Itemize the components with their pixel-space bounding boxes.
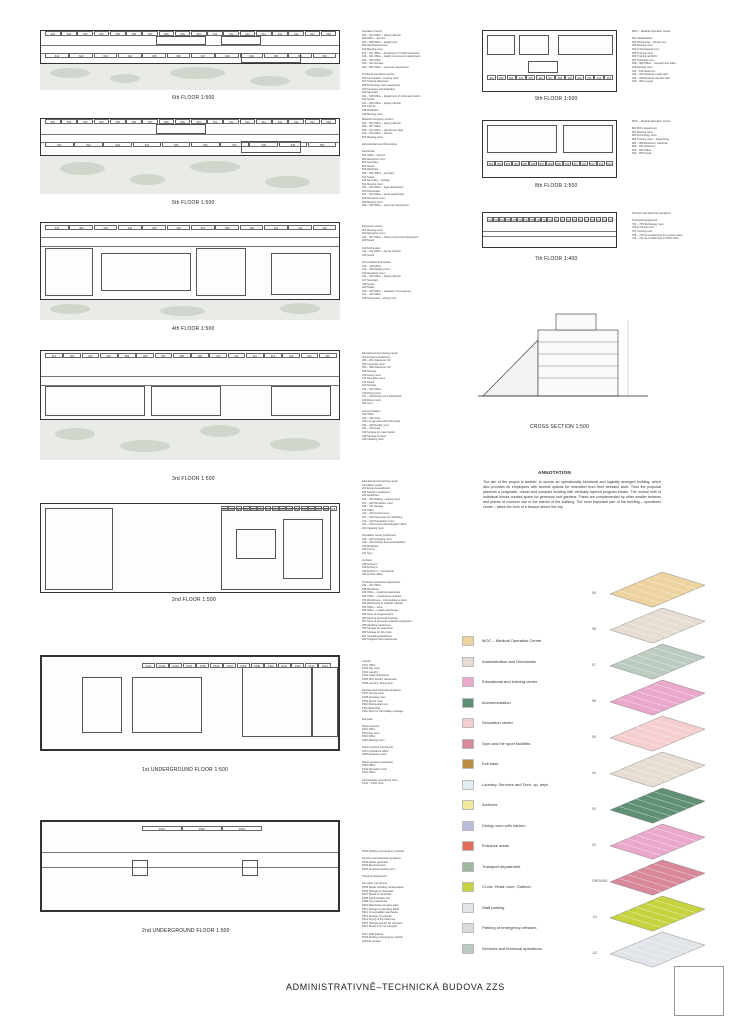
room-tag: 812: [581, 163, 587, 166]
room-tags-7: [487, 217, 614, 222]
legend-3rd: Educational and training center 301 Entrance auditorium 302 – 303 Classroom 30 304 Computer room 305 – 308 Classroom 30 309 Storage 310 Group room 311 Reception room 312 Snack 313 Storage 314 – 315 Office 316 Dining room 317 – 319 Dining room kitchenette 320 Dining room 321 Gym Accommodation 322 Office 323 – 332 Units 333 Lounge area with kitchenette 334 – 340 Double room 341 – 343 Suite 344 Storage for noise barrier 345 Storage for linen 346 Cleaning room: [362, 352, 402, 442]
room-tag: 313: [264, 353, 282, 358]
legend-swatch: [462, 698, 474, 708]
room-tag: 642: [69, 53, 93, 58]
plan-2nd-floor: [40, 503, 340, 593]
plan-2nd-underground: [40, 820, 340, 912]
floor-label-8th: 8th FLOOR 1:500: [535, 183, 578, 189]
floor-label-7th: 7th FLOOR 1:400: [535, 256, 578, 262]
legend-6th: Operation Centre 601 – 604 Office – deputy director 605 Office – director 606 – 608 Office – department 609 Handled business 610 Meeting room 611 – 617 Office – department of health insurance 618 – 621 Office – health procurement department 622 – 625 Office 630 – 634 Storage 640 – 652 Office – economic department Technical operations section 626 Consultation, meeting room 627 Training classroom 628 Technology room warehouse 629 Company administration 630 Secretary 631 – 638 Office – department of information techn. 640 Snack 641 – 646 Office – deputy director 647 Kitchen 648 Wardrobe 649 Meeting room: [362, 30, 422, 116]
floor-label-2nd: 2nd FLOOR 1:500: [172, 597, 216, 603]
legend-swatch: [462, 923, 474, 933]
room-tag: P102: [156, 663, 169, 668]
stack-layer: [592, 716, 705, 751]
room-tag: P114: [318, 663, 331, 668]
room-tag: 506: [126, 119, 142, 124]
room-tag: 602: [61, 31, 77, 36]
room-tag: 707: [524, 219, 529, 222]
room-tags-5-bottom: [45, 142, 337, 147]
room-tags-u2: [142, 826, 262, 831]
room-tag: 209: [280, 508, 285, 511]
room-tag: 302: [63, 353, 81, 358]
room-tag: 603: [77, 31, 93, 36]
room-tag: 543: [103, 142, 132, 147]
room-tag: 715: [572, 219, 577, 222]
floor-label-3rd: 3rd FLOOR 1:500: [172, 476, 215, 482]
room-tag: P203: [222, 826, 262, 831]
room-tag: 720: [602, 219, 608, 222]
stack-layer: [592, 860, 705, 895]
legend-label: MOC – Medical Operation Centre: [482, 638, 542, 643]
room-tag: 308: [173, 353, 191, 358]
room-tag: 649: [240, 53, 264, 58]
stack-layer: [592, 644, 705, 679]
stack-level-label: 08: [592, 627, 596, 631]
landscape-4th: [40, 300, 340, 320]
room-tag: 712: [554, 219, 559, 222]
legend-swatch: [462, 677, 474, 687]
room-tag: 902: [497, 75, 506, 80]
room-tag: 518: [321, 119, 337, 124]
legend-7th: Services and technical operations Technical background 701 – 705 Technology room 706 Technical room 707 Cooling room 708 – 715 Air-conditioning for process water 716 – 721 Air-conditioning for MOC halls: [632, 212, 683, 241]
room-tag: 212: [301, 508, 307, 511]
room-tag: 710: [542, 219, 547, 222]
room-tag: 606: [126, 31, 142, 36]
room-tag: 814: [598, 163, 604, 166]
legend-swatch: [462, 862, 474, 872]
room-tag: 309: [191, 353, 209, 358]
room-tag: 545: [162, 142, 191, 147]
plan-3rd-floor: [40, 350, 340, 420]
room-tag: 705: [512, 219, 517, 222]
stack-level-label: GROUND: [592, 879, 608, 883]
room-tag: 813: [590, 163, 595, 166]
room-tag: P103: [169, 663, 182, 668]
room-tag: 227: [316, 508, 321, 511]
room-tag: 210: [287, 508, 292, 511]
legend-label: Entrance areas: [482, 843, 510, 848]
landscape-3rd: [40, 420, 340, 460]
room-tag: 311: [228, 353, 246, 358]
legend-4th: Personnel section 401 Meeting room 402 Reception room 403 – 407 Office – head of personnel department 408 Snack 410 Kitchenette 411 – 414 Office – deputy director 415 Snack Non-medical staff section 416 – 418 Office 419 – 422 Meeting room 423 Reception room 424 – 426 Office – deputy director 427 Secretary 428 Snack 429 Toilets 430 – 440 Office – operation of emergency 441 – 444 Office 445 Kitchenette – dining room: [362, 225, 419, 300]
room-tag: 513: [240, 119, 256, 124]
room-tag: 612: [223, 31, 239, 36]
stack-layer: [592, 572, 705, 607]
floor-label-5th: 5th FLOOR 1:500: [172, 200, 215, 206]
room-tag: 208: [272, 508, 278, 511]
room-tag: 805: [522, 163, 527, 166]
room-tag: 541: [45, 142, 74, 147]
room-tag: 608: [159, 31, 175, 36]
room-tag: 711: [548, 219, 553, 222]
room-tag: 312: [246, 353, 264, 358]
legend-swatch: [462, 780, 474, 790]
room-tag: 719: [596, 219, 602, 222]
room-tag: 226: [309, 508, 314, 511]
landscape-6th: [40, 64, 340, 90]
room-tag: 511: [207, 119, 223, 124]
stack-layer: [592, 824, 705, 859]
room-tag: 228: [323, 508, 329, 511]
room-tag: 542: [74, 142, 103, 147]
stack-layer: [592, 608, 705, 643]
room-tag: 403: [94, 225, 118, 230]
plan-7th-floor: [482, 212, 617, 248]
room-tag: 546: [191, 142, 220, 147]
room-tag: 401: [45, 225, 69, 230]
room-tag: 509: [175, 119, 191, 124]
room-tag: 912: [594, 75, 603, 80]
room-tag: 201: [222, 508, 227, 511]
room-tag: 408: [215, 225, 239, 230]
room-tag: 614: [256, 31, 272, 36]
room-tag: 901: [487, 75, 496, 80]
room-tags-5-top: [45, 119, 337, 124]
legend-swatch: [462, 739, 474, 749]
room-tag: 617: [305, 31, 321, 36]
main-title: ADMINISTRATIVNĚ–TECHNICKÁ BUDOVA ZZS: [286, 982, 505, 992]
room-tag: 811: [573, 163, 578, 166]
stack-layer: [592, 680, 705, 715]
room-tag: 502: [61, 119, 77, 124]
room-tag: P202: [182, 826, 222, 831]
room-tag: 904: [516, 75, 525, 80]
room-tag: 911: [585, 75, 594, 80]
room-tag: 903: [507, 75, 516, 80]
room-tag: 501: [45, 119, 61, 124]
room-tag: 718: [590, 219, 596, 222]
legend-swatch: [462, 636, 474, 646]
room-tag: P112: [291, 663, 304, 668]
room-tag: 503: [77, 119, 93, 124]
room-tag: 709: [536, 219, 541, 222]
legend-swatch: [462, 821, 474, 831]
floor-label-u1: 1st UNDERGROUND FLOOR 1:500: [142, 767, 228, 773]
room-tag: 815: [607, 163, 612, 166]
room-tag: 305: [118, 353, 136, 358]
room-tags-4: [45, 225, 337, 230]
room-tag: 615: [272, 31, 288, 36]
legend-label: Staff parking: [482, 904, 505, 910]
room-tag: P104: [183, 663, 196, 668]
room-tag: 610: [191, 31, 207, 36]
room-tag: 803: [505, 163, 511, 166]
room-tag: 204: [243, 508, 249, 511]
legend-label: Simulation center: [482, 720, 513, 725]
room-tag: 717: [584, 219, 590, 222]
legend-u2: P201 Parking of emergency vehicles Services and technical operations P202 Roads generator P203 Electrical room P204 Technical backup room Transport department Car wash, car service P205 Waste including contaminated P206 Storage of chemicals P207 Waste of chemicals P208 Administration unit P209 Tyre warehouse P210 Warehouse of spare parts P211 Storage of operating fluids P212 Consumables warehouse P213 Storage of hydraulic P214 Drying of the reference P215 Storage sets for car transport P216 Waste from car transport P217 Staff parking P218 Parking of emergency vehicle artificial vehicles: [362, 850, 405, 943]
plan-1st-underground: [40, 655, 340, 751]
stack-level-label: 07: [592, 663, 596, 667]
room-tag: 713: [560, 219, 565, 222]
room-tag: 643: [94, 53, 118, 58]
room-tag: 314: [282, 353, 300, 358]
room-tag: 809: [556, 163, 561, 166]
legend-label: Dining room with kitchen: [482, 822, 526, 828]
room-tag: 310: [209, 353, 227, 358]
plan-4th-floor: [40, 222, 340, 300]
room-tag: 504: [94, 119, 110, 124]
room-tag: 402: [69, 225, 93, 230]
room-tag: 641: [45, 53, 69, 58]
legend-label: Archives: [482, 802, 498, 807]
room-tag: 721: [608, 219, 614, 222]
room-tag: P105: [196, 663, 209, 668]
room-tag: 410: [264, 225, 288, 230]
room-tag: 517: [305, 119, 321, 124]
room-tag: 618: [321, 31, 337, 36]
room-tag: 907: [546, 75, 555, 80]
room-tag: P106: [210, 663, 223, 668]
room-tag: 651: [288, 53, 312, 58]
legend-9th: MOC – Medical Operation Centre 901 Headquarters 902 Kitchenette – dining room 903 Meeting room 904 Technological room 905 Training room 906 Training tail MOC 907 Technical room 908 – 909 Office – management office 910 Storage room 911 – 913 Restroom 914 – 915 Restroom male staff 916 – 918 Restroom female staff 919 – 925 Lounge: [632, 30, 676, 84]
legend-swatch: [462, 903, 474, 913]
room-tag: 807: [539, 163, 544, 166]
room-tag: 516: [288, 119, 304, 124]
plan-9th-floor: [482, 30, 617, 92]
room-tag: 304: [100, 353, 118, 358]
room-tag: 802: [497, 163, 502, 166]
room-tags-9: [487, 75, 614, 80]
room-tag: P108: [237, 663, 250, 668]
room-tag: 706: [518, 219, 523, 222]
room-tag: 505: [110, 119, 126, 124]
room-tag: 648: [215, 53, 239, 58]
room-tag: 248: [330, 508, 336, 511]
room-tag: 611: [207, 31, 223, 36]
legend-2nd: Educational and training center Simulation center 201 Entrance auditorium 202 Stand for auditorium 203 Auditorium 204 – 206 Waiting, meeting room 207 – 208 Simulation room 209 – 211 Storage 212 Office 213 – 216 Control room 217 – 218 Classroom for debriefing 219 – 220 Preparation room 221 – 223 Control administration office 224 Cleaning room Simulation center (continued) 225 – 229 Changing room 230 – 234 Shower and social facilities 235 Wardrobe 236 Theory 237 Gym Archives 238 Archive 1 239 Archive 2 240 Archive 3 – mechanical 241 Archive office Technical operational department 242 – 247 Office 248 Workshop 249 Office – repairing warehouse 250 Office – maintenance workers 251 Warehouse – intermediate product 252 Warehouse of medical material 253 Office – store 254 Office – repairs warehouse 255 Store of drugs/receipts 256 Store of technical products 257 Store of personal protective equipment 258 Handling warehouse 259 Storage for clean linen 260 Storage for dirty linen 261 Operating warehouse 262 Toughest linen warehouse: [362, 480, 412, 642]
legend-label: Cl.rds. Head room, Outtech.: [482, 884, 532, 889]
room-tag: 806: [531, 163, 536, 166]
room-tag: 515: [272, 119, 288, 124]
room-tag: 808: [548, 163, 553, 166]
room-tag: 613: [240, 31, 256, 36]
room-tag: 307: [155, 353, 173, 358]
room-tags-6-top: [45, 31, 337, 36]
room-tags-2: [221, 506, 337, 511]
room-tag: 704: [506, 219, 511, 222]
plan-8th-floor: [482, 120, 617, 178]
plan-6th-floor: [40, 30, 340, 64]
room-tag: 306: [136, 353, 154, 358]
floor-label-6th: 6th FLOOR 1:500: [172, 95, 215, 101]
room-tag: 205: [251, 508, 256, 511]
room-tag: 652: [313, 53, 337, 58]
legend-label: Services and technical operations: [482, 945, 542, 951]
room-tag: 908: [555, 75, 564, 80]
room-tag: 510: [191, 119, 207, 124]
room-tag: 714: [566, 219, 571, 222]
room-tag: 609: [175, 31, 191, 36]
legend-swatch: [462, 657, 474, 667]
room-tags-u1: [142, 663, 332, 668]
stack-level-label: 06: [592, 699, 596, 703]
room-tag: 909: [565, 75, 574, 80]
room-tag: 601: [45, 31, 61, 36]
room-tag: 202: [229, 508, 234, 511]
floor-label-section: CROSS SECTION 1:500: [530, 424, 590, 430]
room-tag: P101: [142, 663, 155, 668]
room-tag: 645: [142, 53, 166, 58]
legend-label: Administration and Directorate: [482, 658, 536, 664]
room-tag: 607: [142, 31, 158, 36]
title-frame: [674, 966, 724, 1016]
room-tag: 646: [167, 53, 191, 58]
room-tag: 703: [500, 219, 505, 222]
room-tags-8: [487, 161, 614, 166]
stack-layer: [592, 788, 705, 823]
room-tag: 702: [494, 219, 499, 222]
legend-label: Gym and the sport facilities: [482, 740, 531, 746]
legend-label: Educational and training center: [482, 679, 538, 684]
legend-swatch: [462, 800, 474, 810]
room-tag: 801: [488, 163, 494, 166]
stack-level-label: 05: [592, 735, 596, 739]
room-tag: 708: [530, 219, 535, 222]
stack-level-label: 04: [592, 771, 596, 775]
room-tag: 549: [279, 142, 308, 147]
room-tag: 647: [191, 53, 215, 58]
room-tag: 650: [264, 53, 288, 58]
room-tag: 913: [604, 75, 613, 80]
room-tag: 514: [256, 119, 272, 124]
room-tag: 507: [142, 119, 158, 124]
legend-8th: MOC – Medical Operation Centre 801 MOC department 802 Meeting room 803 Technology room 804 Training room – dispatching 805 – 808 Restroom, wardrobe 809 – 811 Restroom 812 – 813 Office 814 – 815 Snack: [632, 120, 671, 156]
legend-label: Accommodation: [482, 699, 511, 705]
stack-layer: [592, 896, 705, 931]
stack-level-label: 02: [592, 843, 596, 847]
floor-label-9th: 9th FLOOR 1:500: [535, 96, 578, 102]
room-tag: 303: [82, 353, 100, 358]
room-tag: 548: [249, 142, 278, 147]
floor-label-u2: 2nd UNDERGROUND FLOOR 1:500: [142, 928, 230, 934]
room-tag: 616: [288, 31, 304, 36]
room-tag: 810: [565, 163, 570, 166]
floor-label-4th: 4th FLOOR 1:500: [172, 326, 215, 332]
stack-level-label: 03: [592, 807, 596, 811]
legend-swatch: [462, 944, 474, 954]
cross-section-drawing: [478, 310, 648, 400]
room-tag: 207: [265, 508, 271, 511]
room-tag: 906: [536, 75, 545, 80]
legend-label: Parking of emergency vehicles: [482, 925, 537, 930]
room-tag: 550: [308, 142, 337, 147]
room-tag: 604: [94, 31, 110, 36]
room-tag: 804: [514, 163, 519, 166]
landscape-5th: [40, 156, 340, 194]
room-tag: 315: [301, 353, 319, 358]
room-tags-6-bottom: [45, 53, 337, 58]
legend-5th: Medical emergency section 501 – 504 Office – deputy director 505 – 507 Office 508 – 512 Office – call director data 513 – 520 Office – doctors 521 Meeting room Administration and Directorate Directorate 501 Office – director 502 Reception room 503 Secretary 504 Snack 505 Wardrobe 506 – 511 Office – secretary 512 Snack 513 Secretary – storage 514 Meeting room 515 – 519 Office – legal department 520 Kitchenette 521 – 524 Office – press department 525 Reception room 526 Meeting room 530 – 545 Office – economic department: [362, 118, 409, 208]
legend-u1: Laundry P101 Office P102 Day room P103 Laundry P104 Clean warehouse P105 Dirty laundry warehouse P106 Laundry, dining room Services and technical operations P107 Service room P108 Cleaning room P109 Server room P110 Mechanical room P111 Workshop P112 Store for the building manager Exit base Depot services P113 Office P114 Day room P115 Office P116 Meeting room Depot services (continued) P117 Ambulance office P118 Reception room Depot services (continued) P119 Office P120 Reception room P121 Office Administration and dining room P122 – P125 Units: [362, 660, 404, 786]
legend-swatch: [462, 882, 474, 892]
legend-swatch: [462, 841, 474, 851]
annotation-title: ANNOTATION: [538, 470, 571, 475]
room-tag: P111: [278, 663, 291, 668]
room-tag: 508: [159, 119, 175, 124]
room-tag: 411: [288, 225, 312, 230]
room-tag: P110: [264, 663, 277, 668]
room-tag: 701: [488, 219, 493, 222]
exploded-stack-diagram: [590, 560, 720, 980]
room-tag: 605: [110, 31, 126, 36]
room-tags-3: [45, 353, 337, 358]
stack-layer: [592, 752, 705, 787]
legend-label: Transport department: [482, 863, 521, 869]
stack-level-label: -01: [592, 915, 598, 919]
room-tag: 206: [258, 508, 263, 511]
room-tag: 407: [191, 225, 215, 230]
room-tag: 404: [118, 225, 142, 230]
room-tag: 409: [240, 225, 264, 230]
room-tag: 644: [118, 53, 142, 58]
legend-swatch: [462, 718, 474, 728]
stack-level-label: 09: [592, 591, 596, 595]
legend-swatch: [462, 759, 474, 769]
room-tag: 544: [133, 142, 162, 147]
legend-label: Laundry, Services and Tech. op. dept.: [482, 781, 549, 787]
room-tag: P113: [305, 663, 318, 668]
stack-layer: [592, 932, 705, 967]
room-tag: 203: [236, 508, 242, 511]
room-tag: 301: [45, 353, 63, 358]
room-tag: 405: [142, 225, 166, 230]
room-tag: 412: [313, 225, 337, 230]
room-tag: 547: [220, 142, 249, 147]
room-tag: P201: [142, 826, 182, 831]
room-tag: P109: [251, 663, 264, 668]
room-tag: 910: [575, 75, 584, 80]
room-tag: 211: [294, 508, 299, 511]
room-tag: P107: [223, 663, 236, 668]
room-tag: 316: [319, 353, 337, 358]
annotation-body: The aim of the project is twofold: to secure an operationally functional and logically arranged building, which also provides its employees with several options for relaxation from their stressful work. Thus the proposal presents a pragmatic, robust and compact building with vertically layered program blocks. The mutual shift of individual blocks creates space for generous roof gardens. These are complemented by other smaller terraces and places of common use in the interior of the building. The most important part of the building – operations centre – takes the form of a beacon above the city.: [483, 480, 661, 509]
legend-label: Exit base: [482, 761, 499, 766]
plan-5th-floor: [40, 118, 340, 156]
room-tag: 716: [578, 219, 584, 222]
room-tag: 406: [167, 225, 191, 230]
stack-level-label: -02: [592, 951, 598, 955]
room-tag: 905: [526, 75, 535, 80]
room-tag: 512: [223, 119, 239, 124]
